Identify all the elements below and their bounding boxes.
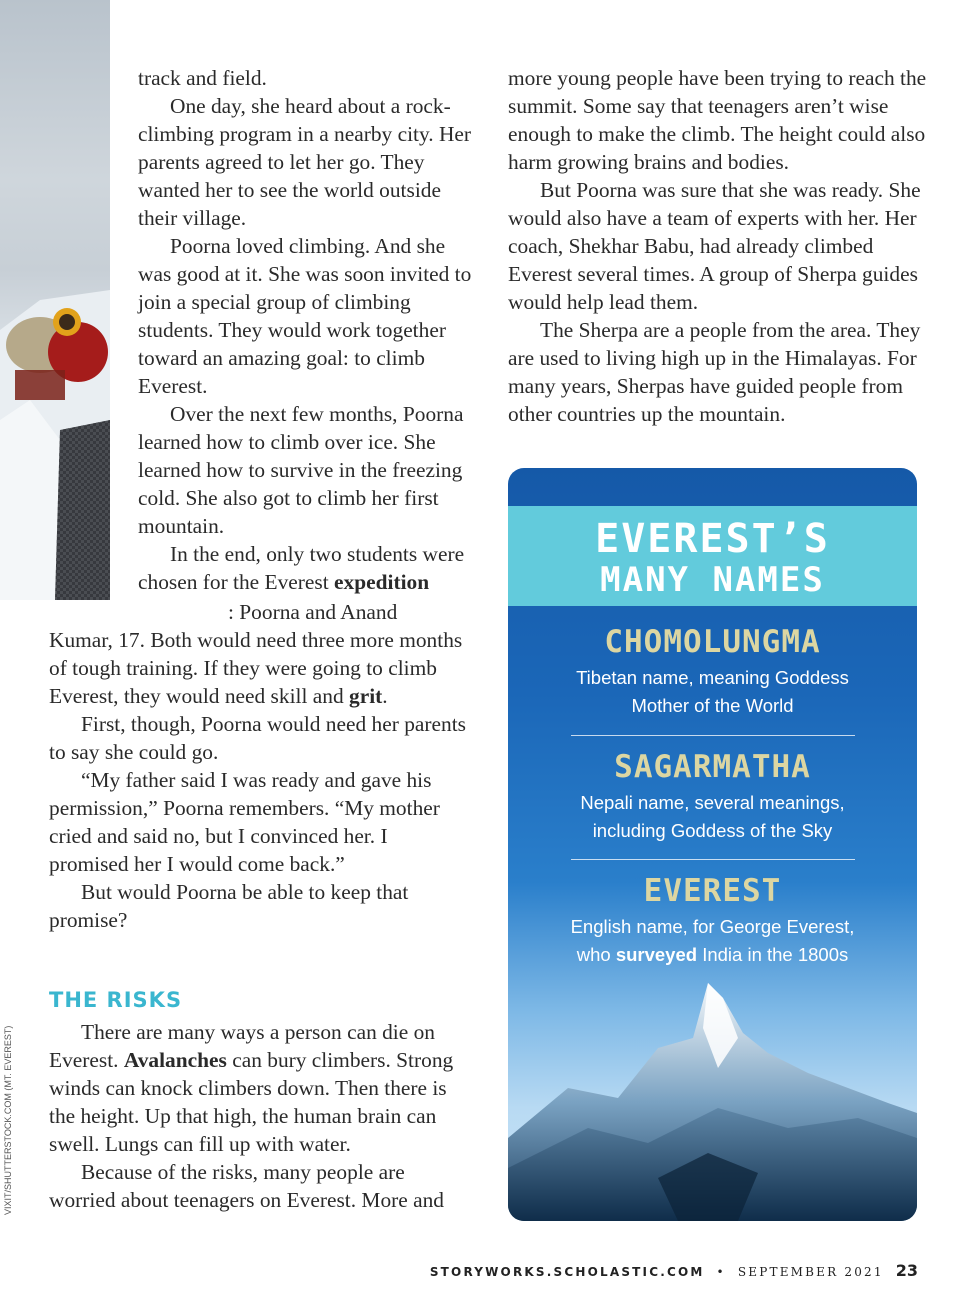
sidebar-title-banner: [508, 506, 917, 606]
name-description: [508, 789, 917, 845]
text-run: There are many ways a person can die on Everest.: [49, 1020, 435, 1072]
text-run: : Poorna and Anand: [228, 600, 398, 624]
website-url: STORYWORKS.SCHOLASTIC.COM: [429, 1265, 705, 1279]
page-footer: [430, 1261, 918, 1280]
paragraph: Over the next few months, Poorna learned how to climb over ice. She learned how to survive in the freezing cold. She also got to climb her first mountain.: [138, 402, 464, 538]
page-number: 23: [895, 1261, 918, 1280]
sidebar-subtitle: MANY NAMES: [600, 560, 825, 600]
paragraph: First, though, Poorna would need her parents to say she could go.: [49, 712, 466, 764]
mountain-peak-photo: [508, 978, 917, 1221]
article-right-column: [508, 64, 928, 428]
divider: [571, 859, 855, 860]
paragraph: [138, 540, 478, 596]
paragraph: track and field.: [138, 66, 267, 90]
paragraph: But Poorna was sure that she was ready. She would also have a team of experts with her. Her coach, Shekhar Babu, had already climbed Everest several times. A group of Sherpa guides would help lead them.: [508, 178, 921, 314]
photo-credit: VIXIT/SHUTTERSTOCK.COM (MT. EVEREST): [3, 1025, 13, 1215]
vocab-word-avalanches: Avalanches: [123, 1048, 227, 1072]
paragraph: [49, 626, 469, 710]
description-line: Tibetan name, meaning Goddess: [576, 667, 849, 688]
paragraph: One day, she heard about a rock-climbing program in a nearby city. Her parents agreed to let her go. They wanted her to see the world outside their village.: [138, 94, 472, 230]
section-heading-risks: THE RISKS: [49, 988, 183, 1012]
article-risks-section: [49, 1018, 469, 1214]
name-description: [508, 913, 917, 969]
description-line: including Goddess of the Sky: [592, 820, 833, 841]
text-run: .: [382, 684, 388, 708]
name-description: [508, 664, 917, 720]
paragraph: more young people have been trying to reach the summit. Some say that teenagers aren’t wise enough to make the climb. The height could also harm growing brains and bodies.: [508, 66, 927, 174]
sidebar-title: EVEREST’S: [595, 516, 830, 562]
climbers-on-everest-photo: [0, 0, 110, 600]
vocab-word-grit: grit: [349, 684, 383, 708]
footer-bullet: •: [716, 1265, 726, 1279]
text-run: who: [576, 944, 611, 965]
divider: [571, 735, 855, 736]
text-run: can bury climbers. Strong winds can knock climbers down. Then there is the height. Up that high, the human brain can swell. Lungs can fill up with water.: [49, 1048, 454, 1156]
everest-names-sidebar: [508, 468, 917, 1221]
description-line: English name, for George Everest,: [570, 916, 855, 937]
name-entry-sagarmatha: [508, 749, 917, 845]
description-line: [508, 941, 917, 969]
issue-date: SEPTEMBER 2021: [737, 1265, 884, 1279]
text-run: India in the 1800s: [702, 944, 849, 965]
name-title: SAGARMATHA: [614, 749, 811, 785]
vocab-word-surveyed: surveyed: [615, 944, 698, 965]
vocab-word-expedition: expedition: [334, 570, 430, 594]
article-left-column-top: [138, 64, 478, 596]
paragraph: The Sherpa are a people from the area. They are used to living high up in the Himalayas. For many years, Sherpas have guided people from other countries up the mountain.: [508, 318, 921, 426]
name-title: CHOMOLUNGMA: [604, 624, 821, 660]
paragraph: Poorna loved climbing. And she was good at it. She was soon invited to join a special group of climbing students. They would work together toward an amazing goal: to climb Everest.: [138, 234, 472, 398]
article-left-column-bottom: [49, 626, 469, 934]
paragraph: [49, 1018, 469, 1158]
name-entry-chomolungma: [508, 624, 917, 720]
text-run: Kumar, 17. Both would need three more months of tough training. If they were going to climb Everest, they would need skill and: [49, 628, 463, 708]
expedition-continuation: [228, 598, 488, 626]
paragraph: Because of the risks, many people are worried about teenagers on Everest. More and: [49, 1160, 444, 1212]
name-entry-everest: [508, 873, 917, 969]
paragraph: But would Poorna be able to keep that promise?: [49, 880, 409, 932]
paragraph: “My father said I was ready and gave his permission,” Poorna remembers. “My mother cried and said no, but I convinced her. I promised her I would come back.”: [49, 768, 440, 876]
name-title: EVEREST: [643, 873, 782, 909]
climbers-illustration: [0, 0, 110, 600]
description-line: Mother of the World: [631, 695, 794, 716]
description-line: Nepali name, several meanings,: [580, 792, 845, 813]
text-run: In the end, only two students were chosen for the Everest: [138, 542, 465, 594]
